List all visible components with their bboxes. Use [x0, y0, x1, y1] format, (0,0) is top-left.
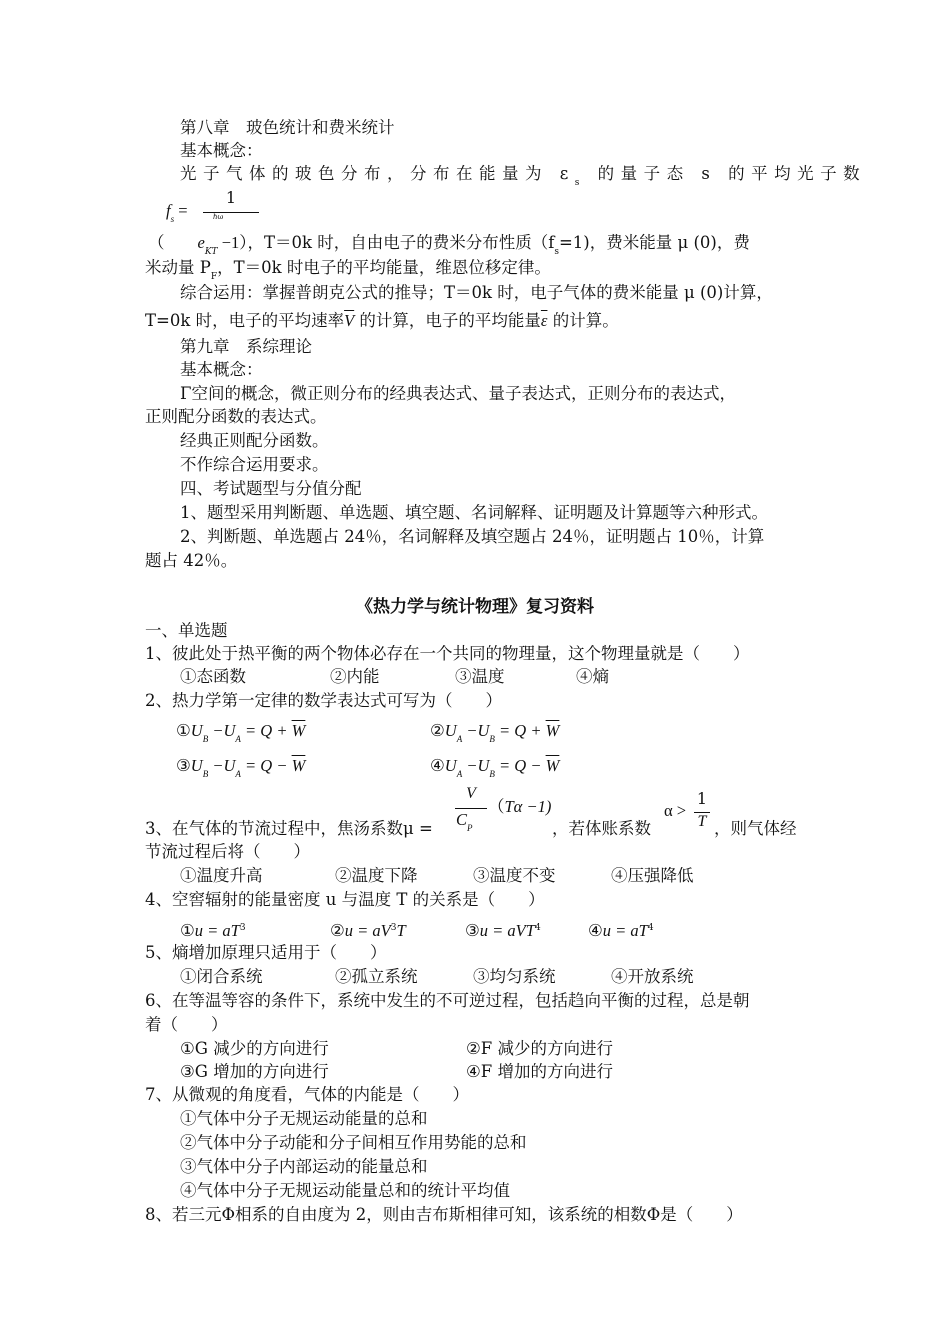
chapter9-title: 第九章 系综理论	[180, 337, 312, 356]
classical-partition-line: 经典正则配分函数。	[180, 431, 329, 450]
question-6: 6、在等温等容的条件下，系统中发生的不可逆过程，包括趋向平衡的过程，总是朝	[145, 991, 750, 1010]
q5-option-1: ①闭合系统	[180, 967, 263, 986]
q3-alpha-num: 1	[696, 789, 708, 808]
fermi-momentum-line: 米动量 $P_F$，T＝0k 时电子的平均能量，维恩位移定律。	[145, 258, 551, 282]
question-3-c: ，则气体经	[714, 819, 797, 838]
basic-concept-label-2: 基本概念：	[180, 360, 263, 379]
gamma-space-line: Γ空间的概念，微正则分布的经典表达式、量子表达式，正则分布的表达式，	[180, 384, 736, 403]
q3-option-3: ③温度不变	[473, 866, 556, 885]
q5-option-3: ③均匀系统	[473, 967, 556, 986]
q4-option-4: ④u = $aT^4$	[588, 921, 654, 940]
exam-item-2: 2、判断题、单选题占 24％，名词解释及填空题占 24％，证明题占 10％，计算	[180, 527, 765, 546]
photon-text-b: 的量子态 s 的平均光子数	[597, 164, 867, 183]
part-single-choice: 一、单选题	[145, 621, 228, 640]
fs-numerator: 1	[225, 188, 237, 207]
fermi-line: （ $e_{KT} -1$），T＝0k 时，自由电子的费米分布性质$(f_s=1)$，费米能量 μ (0)，费	[148, 233, 750, 257]
chapter8-title: 第八章 玻色统计和费米统计	[180, 118, 395, 137]
q1-option-4: ④熵	[576, 667, 609, 686]
question-4: 4、空窖辐射的能量密度 u 与温度 T 的关系是（ ）	[145, 890, 545, 909]
question-3: 3、在气体的节流过程中，焦汤系数μ =	[145, 819, 433, 838]
apply-line2: T=0k 时，电子的平均速率$\overline{V}$ 的计算，电子的平均能量$\overline{\varepsilon}$ 的计算。	[145, 311, 619, 330]
q6-option-3: ③G 增加的方向进行	[180, 1062, 329, 1081]
question-3-line2: 节流过程后将（ ）	[145, 842, 310, 861]
q4-option-3: ③u = aVT$^4$	[465, 921, 541, 940]
fs-exponent: ℏω	[213, 213, 224, 221]
question-5: 5、熵增加原理只适用于（ ）	[145, 943, 387, 962]
q7-option-1: ①气体中分子无规运动能量的总和	[180, 1109, 428, 1128]
q3-factor: （Tα −1)	[488, 797, 552, 816]
q3-option-2: ②温度下降	[335, 866, 418, 885]
exam-item-2b: 题占 42％。	[145, 551, 238, 570]
exam-section-title: 四、考试题型与分值分配	[180, 479, 362, 498]
question-3-b: ，若体账系数	[552, 819, 651, 838]
q2-option-2: $②U_A -U_B = Q + \overline{W}$	[430, 721, 560, 744]
review-title: 《热力学与统计物理》复习资料	[356, 597, 594, 617]
q2-option-1: $①U_B -U_A = Q + \overline{W}$	[176, 721, 306, 744]
q2-option-4: $④U_A -U_B = Q - \overline{W}$	[430, 756, 560, 779]
q1-option-3: ③温度	[455, 667, 505, 686]
apply-line: 综合运用：掌握普朗克公式的推导；T＝0k 时，电子气体的费米能量 μ (0)计算，	[180, 283, 773, 302]
question-7: 7、从微观的角度看，气体的内能是（ ）	[145, 1085, 469, 1104]
fs-lhs: $f_s$ =	[166, 201, 188, 224]
q3-alpha: α >	[664, 801, 687, 820]
q1-option-1: ①态函数	[180, 667, 246, 686]
q2-option-3: $③U_B -U_A = Q - \overline{W}$	[176, 756, 306, 779]
q7-option-2: ②气体中分子动能和分子间相互作用势能的总和	[180, 1133, 527, 1152]
q5-option-2: ②孤立系统	[335, 967, 418, 986]
q3-option-1: ①温度升高	[180, 866, 263, 885]
q1-option-2: ②内能	[330, 667, 380, 686]
q4-option-1: ①u = $aT^3$	[180, 921, 246, 940]
photon-gas-line: 光子气体的玻色分布，分布在能量为 $\varepsilon_s$ 的量子态 s 的平均光子数	[180, 164, 867, 188]
q7-option-4: ④气体中分子无规运动能量总和的统计平均值	[180, 1181, 510, 1200]
photon-text-a: 光子气体的玻色分布，分布在能量为 ε	[180, 164, 575, 183]
q3-fraction-denominator: $C_P$	[456, 810, 473, 833]
basic-concept-label: 基本概念：	[180, 141, 263, 160]
gamma-space-line2: 正则配分函数的表达式。	[145, 407, 327, 426]
q4-option-2: ②u = $aV^3T$	[330, 921, 406, 940]
q6-option-1: ①G 减少的方向进行	[180, 1039, 329, 1058]
q6-option-2: ②F 减少的方向进行	[466, 1039, 613, 1058]
q6-option-4: ④F 增加的方向进行	[466, 1062, 613, 1081]
q3-alpha-den: T	[697, 813, 707, 830]
question-2: 2、热力学第一定律的数学表达式可写为（ ）	[145, 691, 502, 710]
question-6-line2: 着（ ）	[145, 1015, 228, 1034]
no-apply-line: 不作综合运用要求。	[180, 455, 329, 474]
fs-fraction-bar	[203, 212, 259, 213]
question-1: 1、彼此处于热平衡的两个物体必存在一个共同的物理量，这个物理量就是（ ）	[145, 644, 750, 663]
q7-option-3: ③气体中分子内部运动的能量总和	[180, 1157, 428, 1176]
question-8: 8、若三元Φ相系的自由度为 2，则由吉布斯相律可知，该系统的相数Φ是（ ）	[145, 1205, 743, 1224]
q3-fraction-numerator: V	[466, 785, 476, 802]
exam-item-1: 1、题型采用判断题、单选题、填空题、名词解释、证明题及计算题等六种形式。	[180, 503, 768, 522]
q5-option-4: ④开放系统	[611, 967, 694, 986]
q3-option-4: ④压强降低	[611, 866, 694, 885]
